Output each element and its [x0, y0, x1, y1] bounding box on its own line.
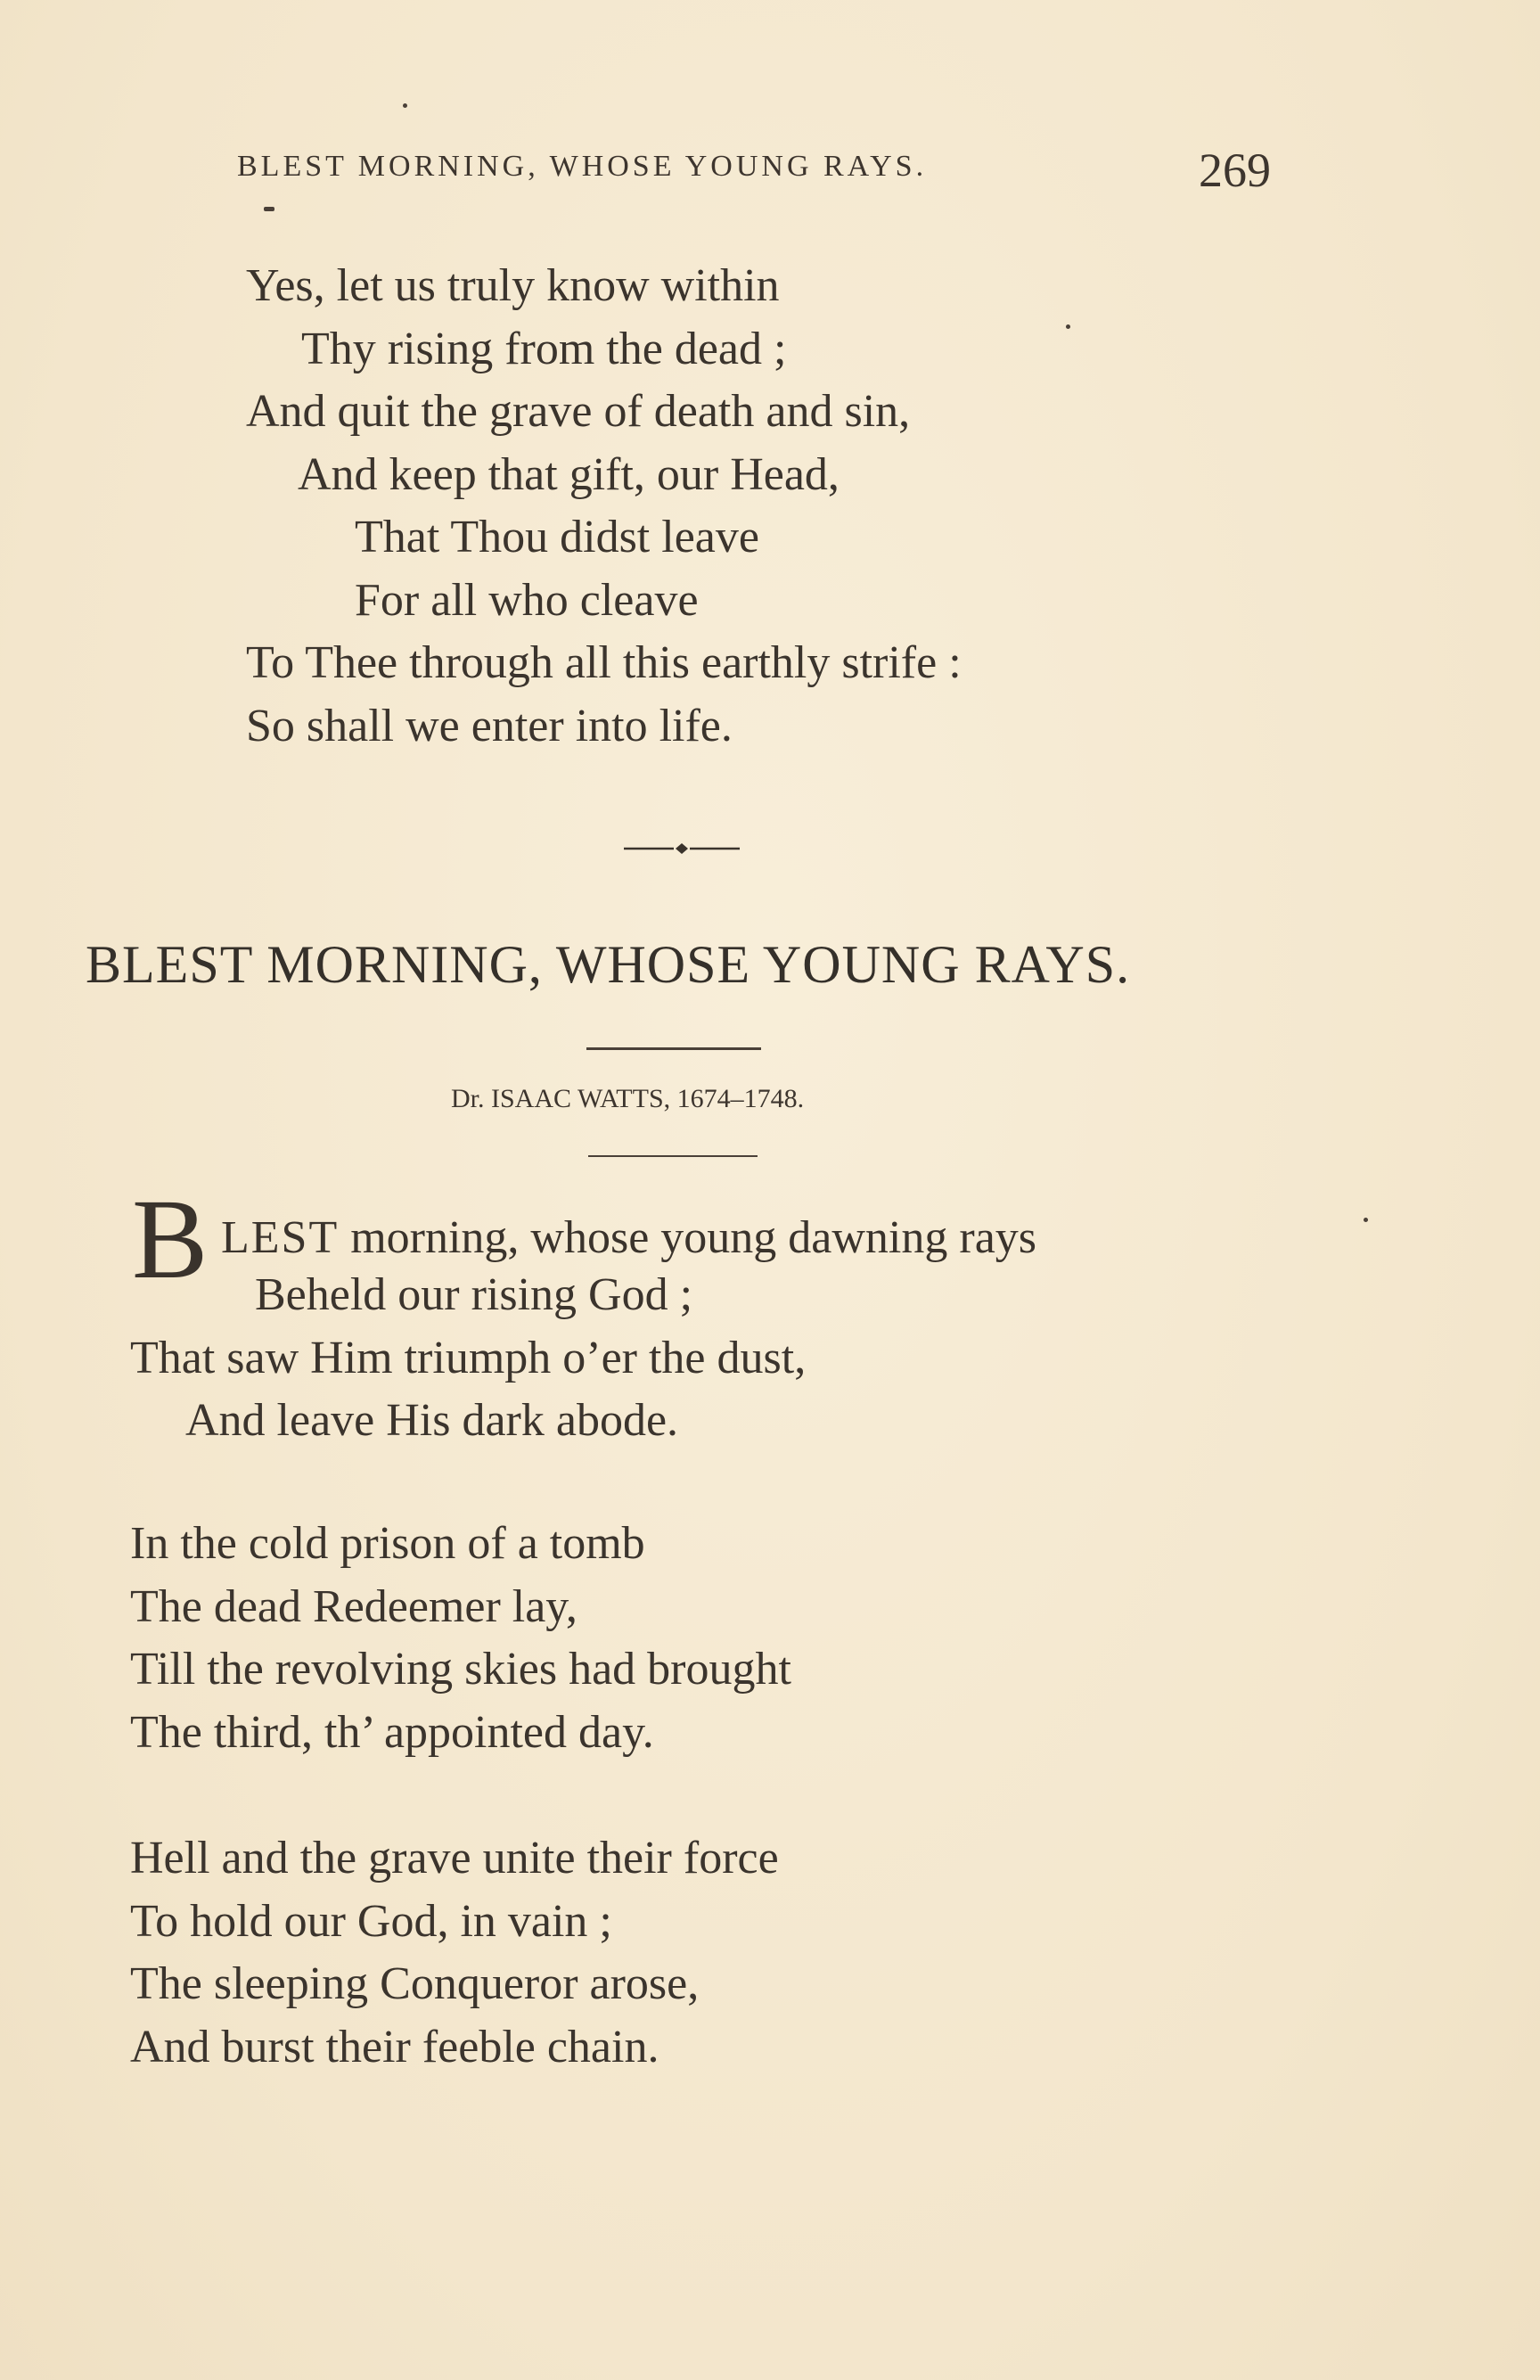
verse-line: And leave His dark abode.	[185, 1395, 679, 1446]
hymn-stanza-2	[130, 1513, 791, 1764]
verse-line: And quit the grave of death and sin,	[246, 386, 911, 437]
drop-cap: B	[132, 1176, 209, 1302]
verse-line: Till the revolving skies had brought	[130, 1644, 791, 1695]
paper-speck	[264, 207, 274, 211]
verse-line: And keep that gift, our Head,	[298, 448, 840, 500]
hymn-title: BLEST MORNING, WHOSE YOUNG RAYS.	[86, 935, 1131, 994]
verse-line: Hell and the grave unite their force	[130, 1833, 779, 1883]
first-line-caps: LEST	[221, 1212, 340, 1263]
hymn-author: Dr. ISAAC WATTS, 1674–1748.	[451, 1084, 805, 1113]
running-head: BLEST MORNING, WHOSE YOUNG RAYS.	[237, 150, 928, 183]
verse-line: Beheld our rising God ;	[255, 1269, 693, 1320]
first-line-rest: morning, whose young dawning rays	[339, 1212, 1037, 1263]
hymn-stanza-1	[130, 1264, 806, 1453]
title-rule-top	[586, 1047, 761, 1050]
verse-line: The sleeping Conqueror arose,	[130, 1958, 700, 2009]
previous-hymn-stanza	[246, 255, 962, 758]
hymn-first-line	[221, 1207, 1036, 1270]
verse-line: To Thee through all this earthly strife :	[246, 637, 962, 688]
verse-line: Yes, let us truly know within	[246, 260, 780, 311]
verse-line: So shall we enter into life.	[246, 700, 733, 751]
verse-line: The third, th’ appointed day.	[130, 1706, 654, 1758]
verse-line: Thy rising from the dead ;	[301, 323, 787, 374]
verse-line: That saw Him triumph o’er the dust,	[130, 1332, 807, 1383]
paper-speck	[1364, 1218, 1368, 1222]
verse-line: In the cold prison of a tomb	[130, 1518, 645, 1569]
paper-speck	[1066, 324, 1070, 329]
title-rule-bottom	[588, 1155, 758, 1157]
verse-line: For all who cleave	[355, 574, 699, 626]
verse-line: And burst their feeble chain.	[130, 2021, 659, 2072]
verse-line: The dead Redeemer lay,	[130, 1580, 578, 1632]
verse-line: That Thou didst leave	[355, 512, 759, 562]
page-number: 269	[1199, 144, 1271, 197]
section-divider-ornament	[624, 838, 740, 859]
paper-speck	[403, 103, 407, 108]
verse-line: To hold our God, in vain ;	[130, 1895, 612, 1947]
hymn-stanza-3	[130, 1827, 779, 2079]
